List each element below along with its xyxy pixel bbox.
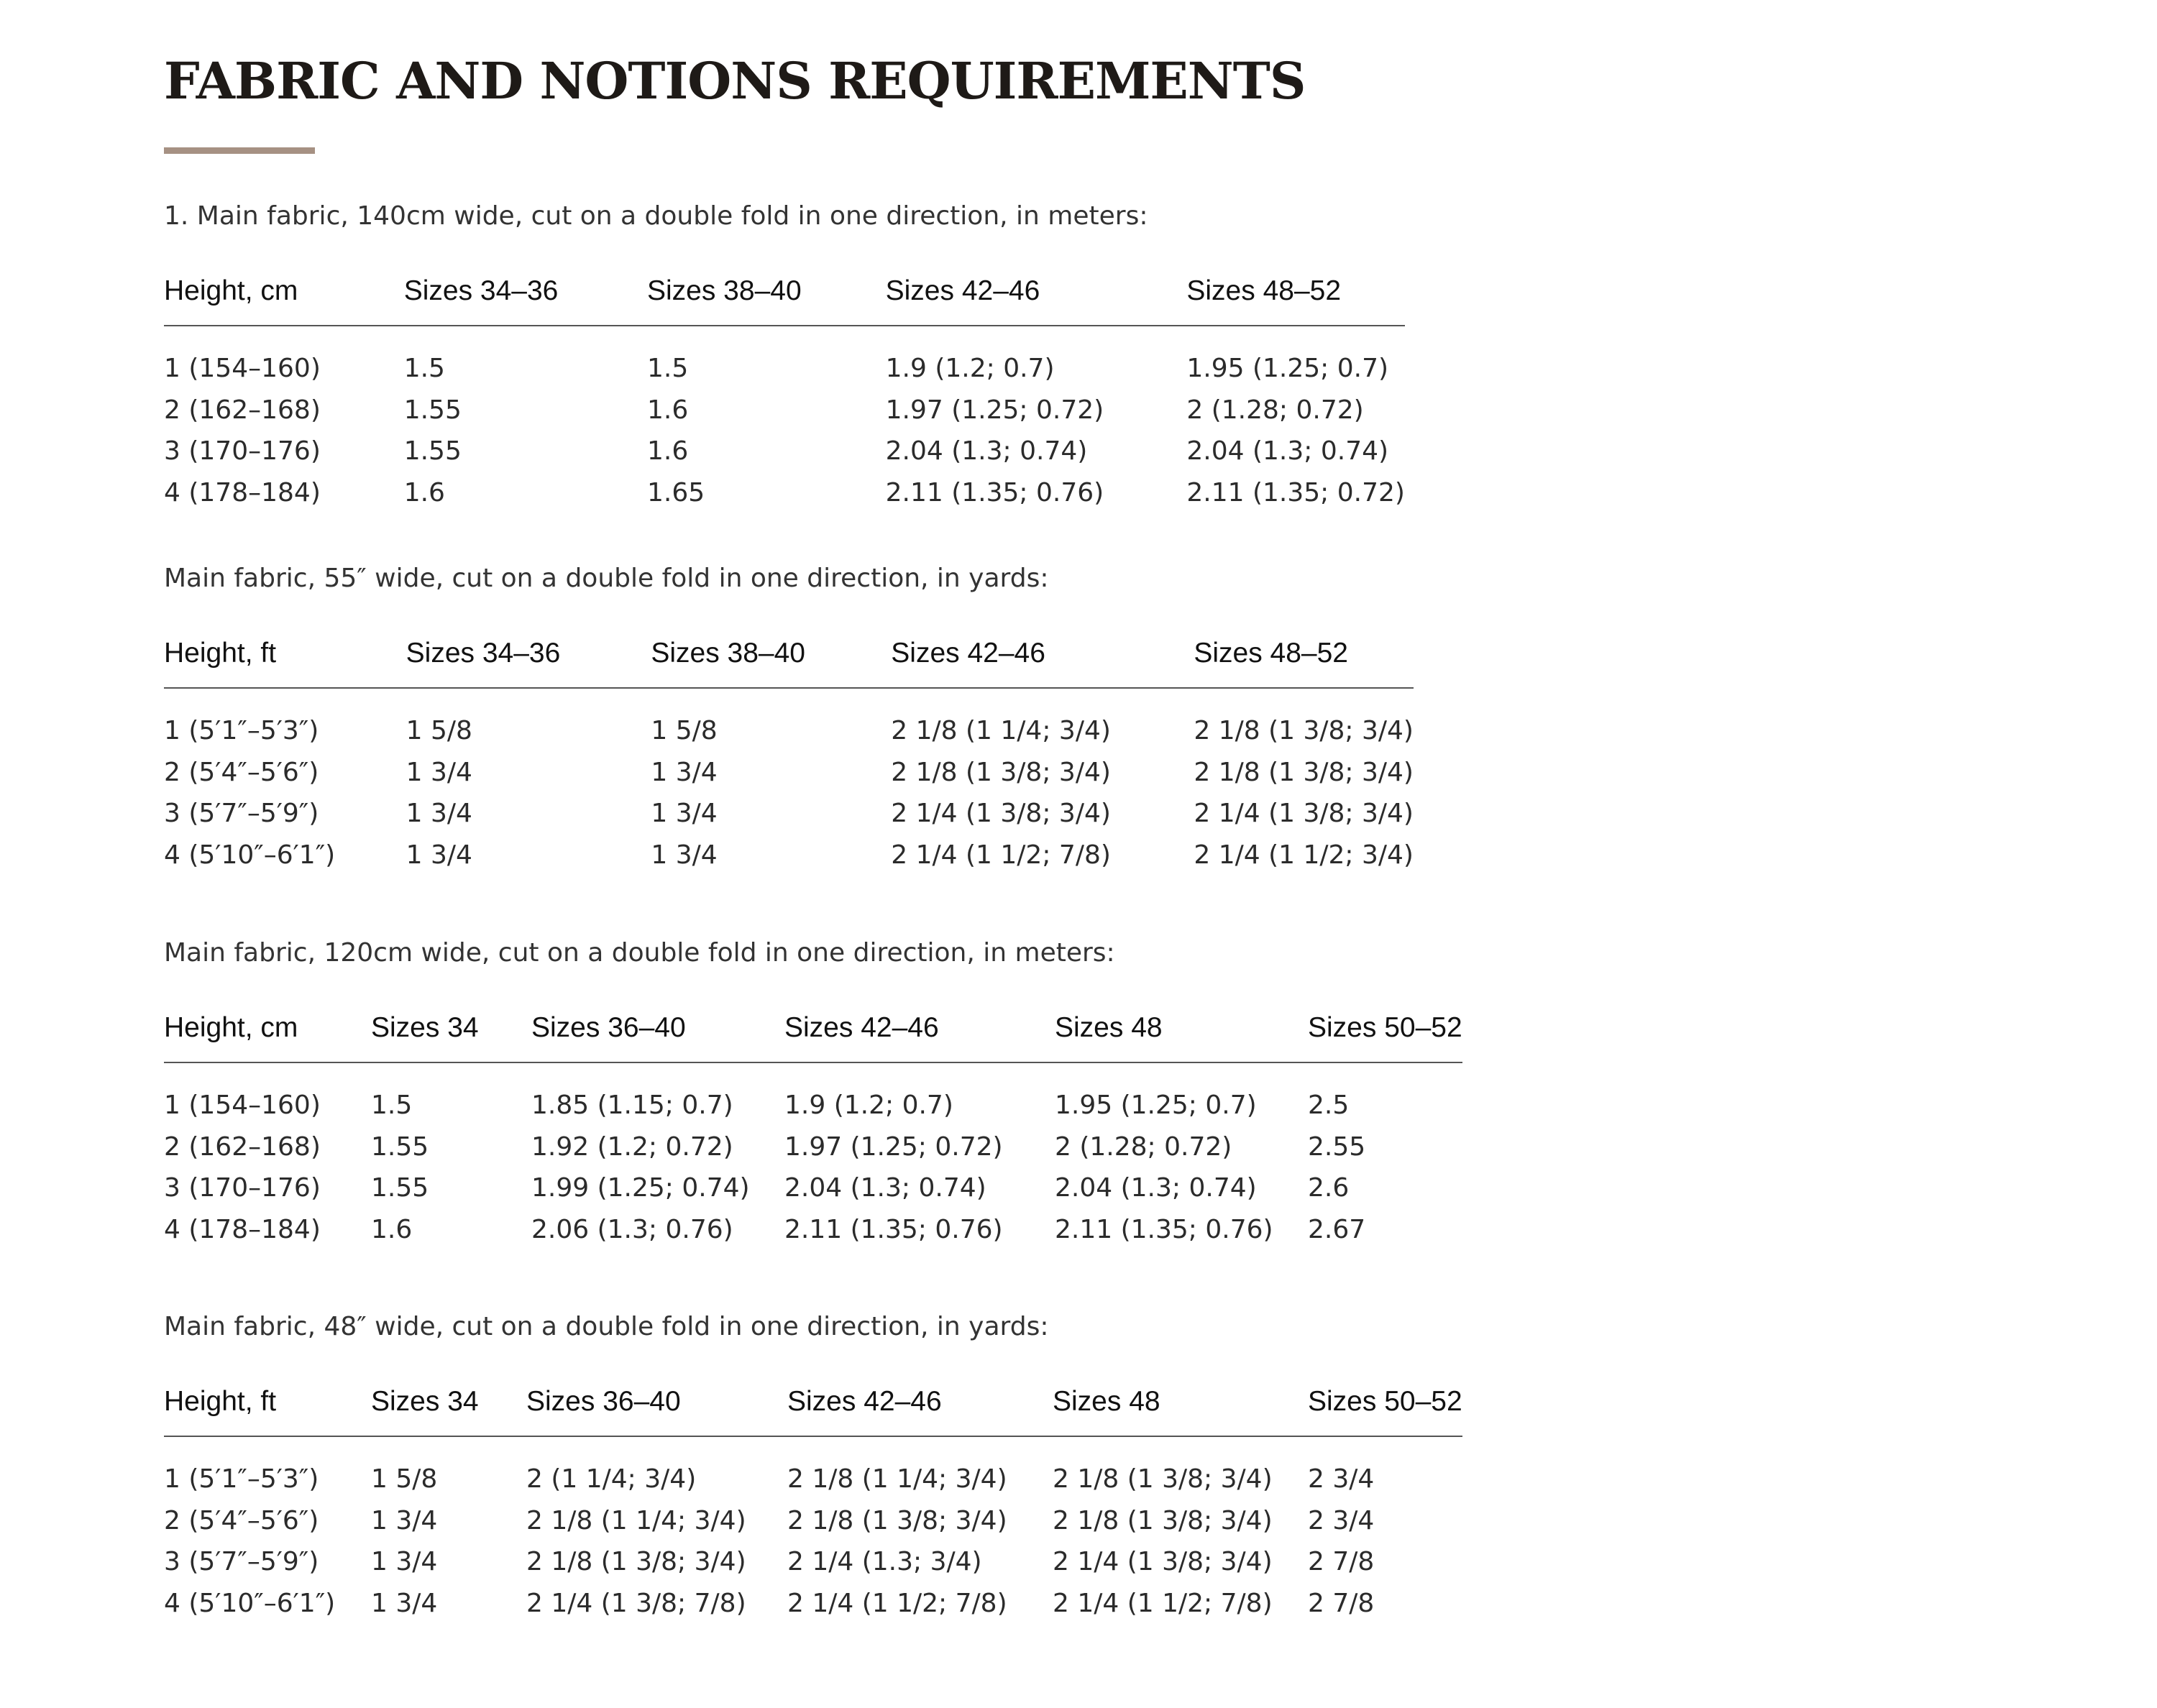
- table-cell: 2 1/4 (1 3/8; 3/4): [891, 799, 1111, 828]
- table-cell: 1.95 (1.25; 0.7): [1055, 1091, 1257, 1120]
- table-row: [164, 390, 1405, 431]
- table-cell: 2 1/8 (1 3/8; 3/4): [787, 1505, 1007, 1535]
- column-header: Sizes 34–36: [406, 639, 651, 688]
- table-cell: 1 3/4: [406, 840, 472, 870]
- column-header: Height, cm: [164, 1014, 371, 1062]
- table-cell: 1 (5′1″–5′3″): [164, 716, 319, 745]
- table-cell: 2.67: [1308, 1214, 1366, 1244]
- table-cell: 2 1/8 (1 1/4; 3/4): [787, 1464, 1007, 1494]
- table-cell: 1.6: [371, 1214, 413, 1244]
- table-cell: 1.55: [371, 1173, 429, 1203]
- table-cell: 1 3/4: [651, 840, 718, 870]
- table-row: [164, 1126, 1462, 1168]
- table-cell: 2.11 (1.35; 0.76): [885, 477, 1104, 508]
- table-cell: 2 1/8 (1 1/4; 3/4): [526, 1505, 746, 1535]
- column-header: Height, ft: [164, 1387, 371, 1436]
- column-header: Sizes 42–46: [891, 639, 1194, 688]
- table-cell: 3 (170–176): [164, 436, 321, 466]
- table-cell: 4 (5′10″–6′1″): [164, 1588, 336, 1618]
- table-cell: 2.11 (1.35; 0.72): [1186, 477, 1405, 508]
- table-row: [164, 1541, 1462, 1583]
- table-row: [164, 1459, 1462, 1500]
- column-header: Sizes 42–46: [886, 277, 1187, 326]
- table-header-row: [164, 639, 1414, 688]
- column-header: Sizes 48: [1055, 1014, 1308, 1062]
- table-cell: 2.06 (1.3; 0.76): [531, 1214, 733, 1244]
- table-cell: 1 (5′1″–5′3″): [164, 1464, 319, 1494]
- table-cell: 2 1/4 (1 1/2; 7/8): [891, 840, 1111, 870]
- column-header: Height, ft: [164, 639, 406, 688]
- table-cell: 1.5: [403, 354, 445, 383]
- table-cell: 2 1/4 (1 1/2; 7/8): [787, 1588, 1007, 1618]
- table-cell: 1 3/4: [651, 799, 718, 828]
- table-cell: 2 7/8: [1308, 1588, 1375, 1618]
- table-cell: 2.55: [1308, 1131, 1366, 1162]
- column-header: Sizes 48–52: [1186, 277, 1405, 326]
- column-header: Sizes 34: [371, 1387, 526, 1436]
- title-accent-rule: [164, 147, 315, 154]
- table-cell: 2 1/4 (1 3/8; 3/4): [1053, 1547, 1273, 1576]
- table-caption: Main fabric, 48″ wide, cut on a double fold in one direction, in yards:: [164, 1312, 1049, 1341]
- table-cell: 1.95 (1.25; 0.7): [1186, 354, 1389, 383]
- table-cell: 2.11 (1.35; 0.76): [1055, 1214, 1273, 1244]
- table-cell: 2 1/4 (1 1/2; 7/8): [1053, 1588, 1273, 1618]
- requirements-table-block-2: [164, 566, 1414, 876]
- table-cell: 2 (1 1/4; 3/4): [526, 1464, 697, 1494]
- table-cell: 1.92 (1.2; 0.72): [531, 1131, 733, 1162]
- column-header: Sizes 36–40: [526, 1387, 787, 1436]
- table-cell: 1.6: [646, 436, 689, 466]
- table-cell: 2 (162–168): [164, 1131, 321, 1162]
- table-row: [164, 1583, 1462, 1625]
- table-cell: 1.9 (1.2; 0.7): [885, 354, 1055, 383]
- table-header-row: [164, 277, 1405, 326]
- table-cell: 2.04 (1.3; 0.74): [1055, 1173, 1257, 1203]
- table-cell: 1.85 (1.15; 0.7): [531, 1091, 733, 1120]
- table-cell: 2 3/4: [1308, 1505, 1375, 1535]
- table-cell: 1 (154–160): [164, 354, 321, 383]
- table-cell: 2.04 (1.3; 0.74): [1186, 436, 1389, 466]
- table-row: [164, 835, 1414, 876]
- table-cell: 1.6: [403, 477, 445, 508]
- table-cell: 2 1/4 (1 3/8; 7/8): [526, 1588, 746, 1618]
- table-cell: 1.97 (1.25; 0.72): [885, 395, 1104, 425]
- table-cell: 2.5: [1308, 1091, 1350, 1120]
- table-cell: 4 (178–184): [164, 1214, 321, 1244]
- table-cell: 2 3/4: [1308, 1464, 1375, 1494]
- column-header: Sizes 38–40: [651, 639, 891, 688]
- table-cell: 2 (1.28; 0.72): [1055, 1131, 1232, 1162]
- table-cell: 1 5/8: [406, 716, 472, 745]
- table-cell: 2 (5′4″–5′6″): [164, 1505, 319, 1535]
- table-cell: 1.97 (1.25; 0.72): [784, 1131, 1003, 1162]
- table-row: [164, 752, 1414, 794]
- table-cell: 1 3/4: [371, 1505, 438, 1535]
- table-row: [164, 1167, 1462, 1209]
- requirements-table-block-3: [164, 940, 1462, 1250]
- table-cell: 2 (1.28; 0.72): [1186, 395, 1364, 425]
- requirements-table: [164, 1387, 1462, 1624]
- table-cell: 2 1/4 (1 3/8; 3/4): [1194, 799, 1414, 828]
- column-header: Sizes 34: [371, 1014, 531, 1062]
- table-cell: 1 5/8: [651, 716, 718, 745]
- table-caption: 1. Main fabric, 140cm wide, cut on a double fold in one direction, in meters:: [164, 201, 1148, 231]
- table-header-row: [164, 1387, 1462, 1436]
- requirements-table-block-4: [164, 1314, 1462, 1624]
- table-cell: 1.65: [646, 477, 705, 508]
- table-cell: 1 3/4: [406, 757, 472, 787]
- table-cell: 4 (5′10″–6′1″): [164, 840, 336, 870]
- table-cell: 2.11 (1.35; 0.76): [784, 1214, 1003, 1244]
- table-cell: 2 1/8 (1 3/8; 3/4): [1053, 1464, 1273, 1494]
- table-cell: 1 (154–160): [164, 1091, 321, 1120]
- page-title: FABRIC AND NOTIONS REQUIREMENTS: [164, 51, 1306, 111]
- table-row: [164, 1209, 1462, 1251]
- column-header: Sizes 38–40: [647, 277, 886, 326]
- table-row: [164, 348, 1405, 390]
- requirements-table: [164, 277, 1405, 513]
- requirements-table: [164, 1014, 1462, 1250]
- table-cell: 2.04 (1.3; 0.74): [784, 1173, 986, 1203]
- table-caption: Main fabric, 55″ wide, cut on a double fold in one direction, in yards:: [164, 564, 1049, 593]
- table-cell: 3 (5′7″–5′9″): [164, 1547, 319, 1576]
- requirements-table: [164, 639, 1414, 876]
- table-header-row: [164, 1014, 1462, 1062]
- table-cell: 2 1/8 (1 3/8; 3/4): [1194, 716, 1414, 745]
- requirements-table-block-1: [164, 203, 1405, 513]
- column-header: Sizes 50–52: [1308, 1014, 1462, 1062]
- table-cell: 1.55: [403, 395, 462, 425]
- table-row: [164, 472, 1405, 514]
- table-cell: 2 (5′4″–5′6″): [164, 757, 319, 787]
- table-cell: 2 (162–168): [164, 395, 321, 425]
- table-cell: 2.6: [1308, 1173, 1350, 1203]
- table-cell: 1 3/4: [371, 1588, 438, 1618]
- table-cell: 2 7/8: [1308, 1547, 1375, 1576]
- column-header: Sizes 42–46: [787, 1387, 1053, 1436]
- table-cell: 1.5: [371, 1091, 413, 1120]
- table-cell: 1.55: [371, 1131, 429, 1162]
- table-cell: 2 1/8 (1 3/8; 3/4): [1053, 1505, 1273, 1535]
- table-cell: 2.04 (1.3; 0.74): [885, 436, 1088, 466]
- table-row: [164, 431, 1405, 472]
- table-cell: 3 (5′7″–5′9″): [164, 799, 319, 828]
- table-cell: 1.9 (1.2; 0.7): [784, 1091, 953, 1120]
- table-cell: 1.6: [646, 395, 689, 425]
- column-header: Sizes 48: [1053, 1387, 1308, 1436]
- table-cell: 2 1/4 (1 1/2; 3/4): [1194, 840, 1414, 870]
- table-cell: 1.99 (1.25; 0.74): [531, 1173, 750, 1203]
- table-cell: 2 1/8 (1 1/4; 3/4): [891, 716, 1111, 745]
- table-cell: 1.5: [646, 354, 689, 383]
- table-cell: 1 5/8: [371, 1464, 438, 1494]
- column-header: Sizes 48–52: [1194, 639, 1414, 688]
- table-cell: 3 (170–176): [164, 1173, 321, 1203]
- table-cell: 1 3/4: [406, 799, 472, 828]
- table-row: [164, 1500, 1462, 1542]
- table-cell: 2 1/4 (1.3; 3/4): [787, 1547, 982, 1576]
- table-caption: Main fabric, 120cm wide, cut on a double fold in one direction, in meters:: [164, 938, 1115, 968]
- column-header: Sizes 36–40: [531, 1014, 784, 1062]
- table-cell: 2 1/8 (1 3/8; 3/4): [526, 1547, 746, 1576]
- column-header: Sizes 42–46: [784, 1014, 1055, 1062]
- column-header: Sizes 50–52: [1308, 1387, 1462, 1436]
- table-row: [164, 1085, 1462, 1126]
- table-cell: 1 3/4: [371, 1547, 438, 1576]
- table-cell: 1 3/4: [651, 757, 718, 787]
- table-row: [164, 793, 1414, 835]
- table-cell: 1.55: [403, 436, 462, 466]
- table-row: [164, 710, 1414, 752]
- table-cell: 2 1/8 (1 3/8; 3/4): [1194, 757, 1414, 787]
- table-cell: 2 1/8 (1 3/8; 3/4): [891, 757, 1111, 787]
- column-header: Height, cm: [164, 277, 404, 326]
- table-cell: 4 (178–184): [164, 477, 321, 508]
- column-header: Sizes 34–36: [404, 277, 647, 326]
